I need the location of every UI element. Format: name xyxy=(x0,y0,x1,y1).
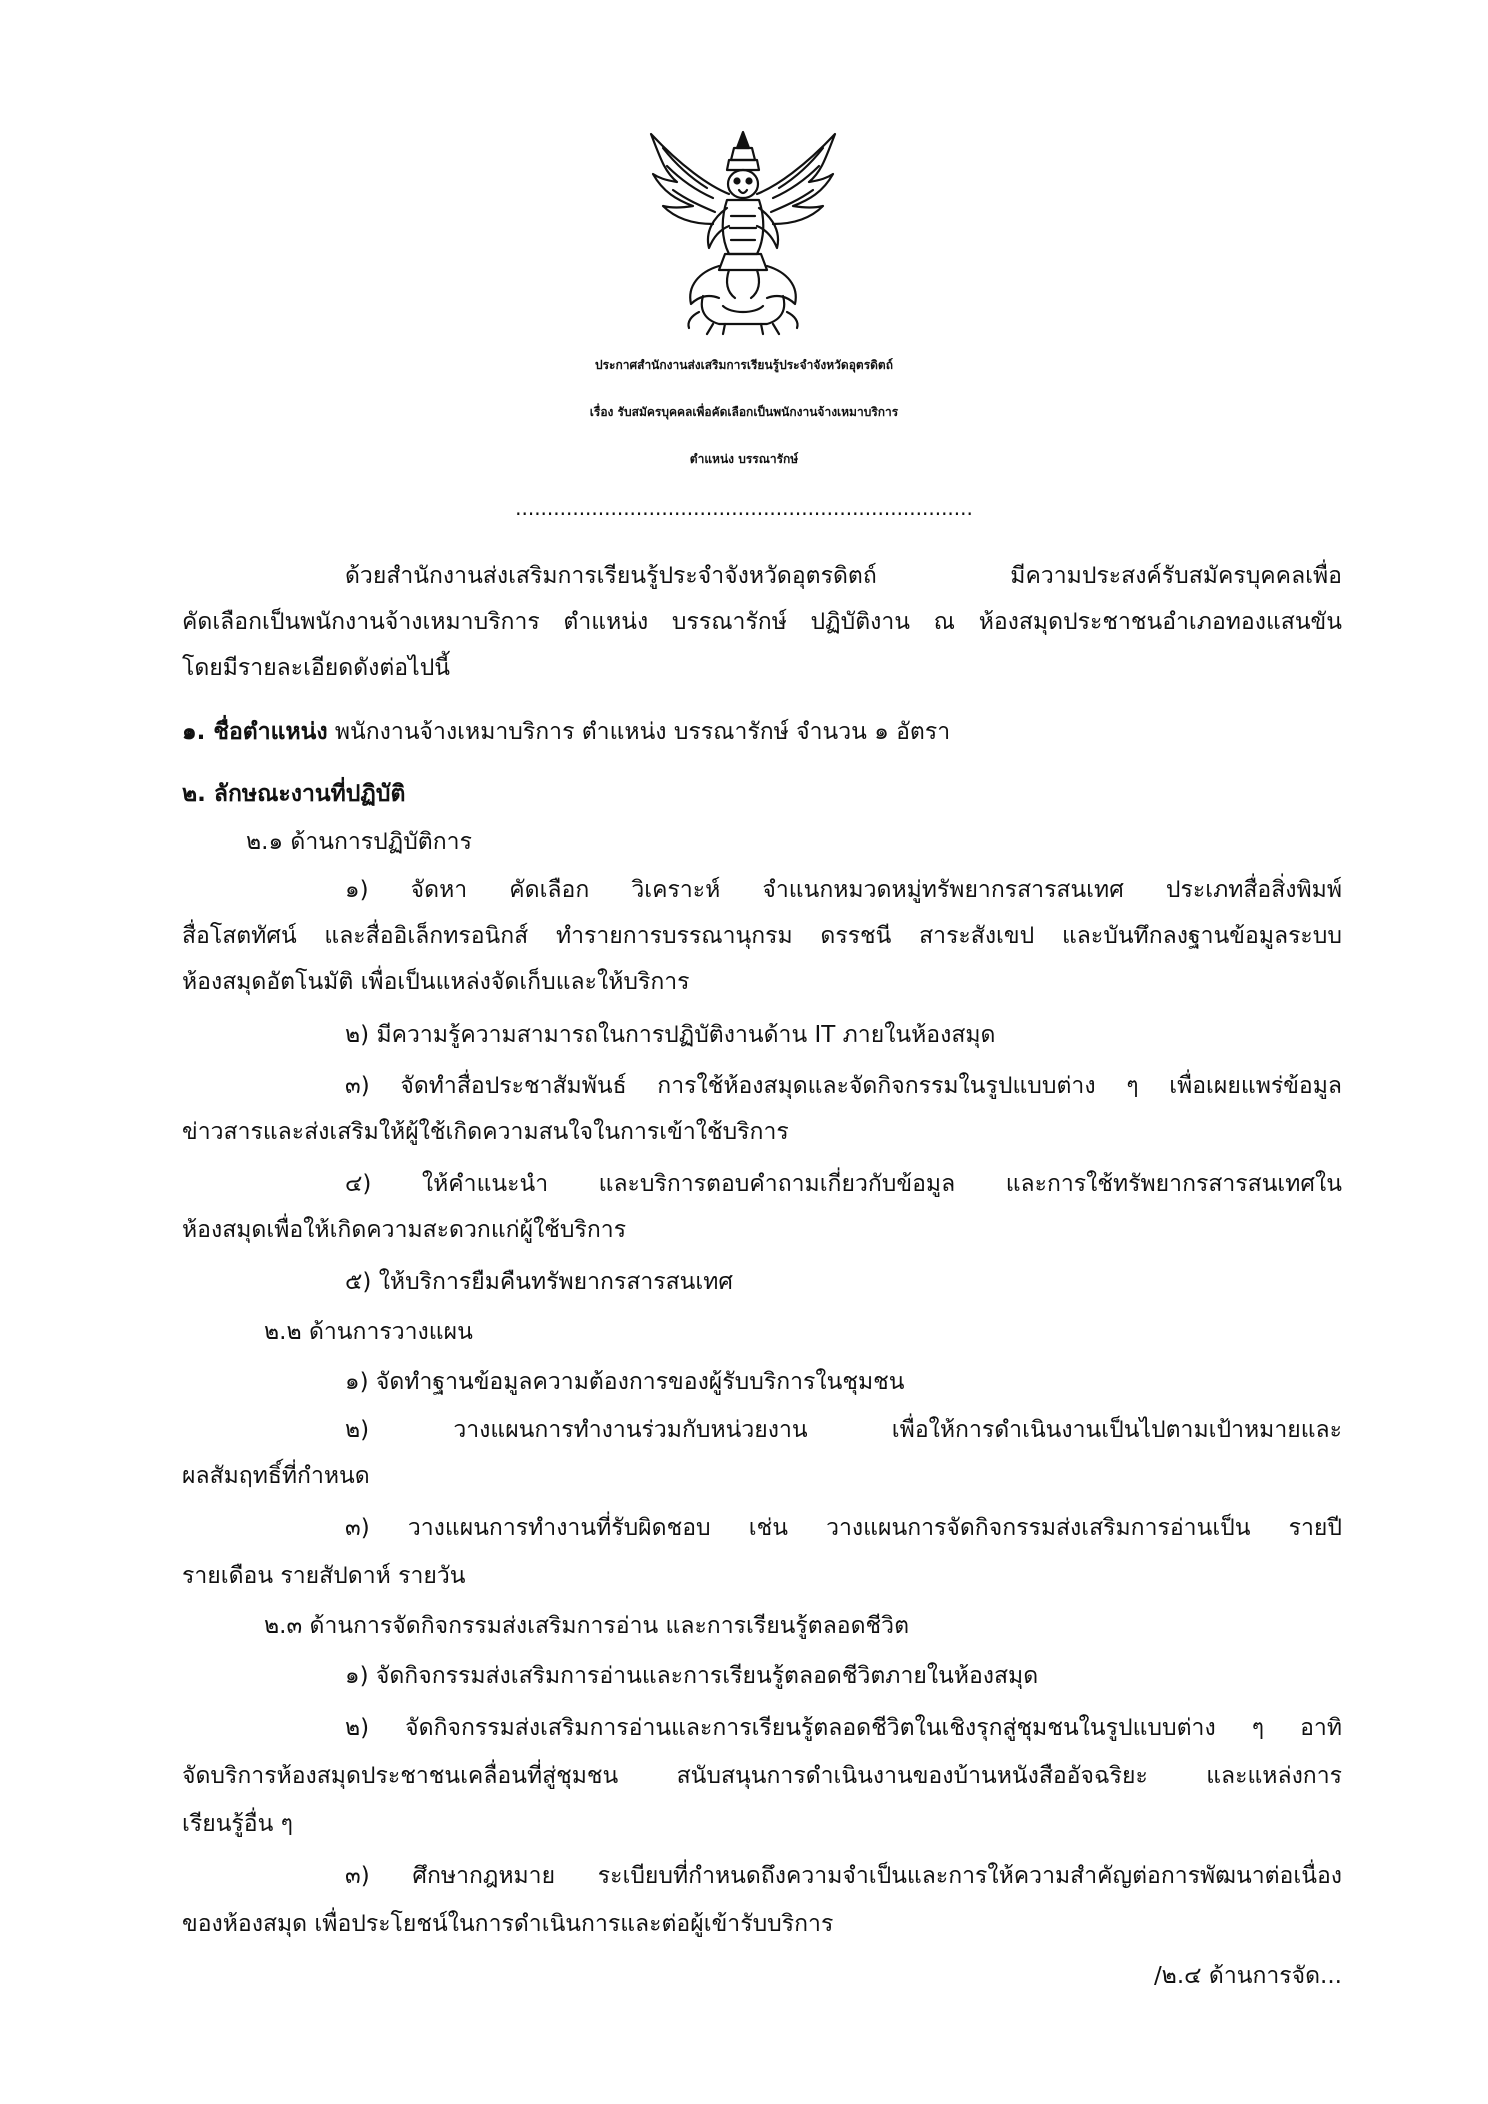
s23-item-1: ๑) จัดกิจกรรมส่งเสริมการอ่านและการเรียนรู้ตลอดชีวิตภายในห้องสมุด xyxy=(345,1663,1039,1689)
section-1-text: พนักงานจ้างเหมาบริการ ตำแหน่ง บรรณารักษ์ จำนวน ๑ อัตรา xyxy=(327,719,951,745)
intro-line-2: คัดเลือกเป็นพนักงานจ้างเหมาบริการ ตำแหน่ง บรรณารักษ์ ปฏิบัติงาน ณ ห้องสมุดประชาชนอำเภอทองแสนขัน xyxy=(182,609,1342,635)
garuda-emblem-icon xyxy=(643,126,843,336)
header-divider: ........................................................................ xyxy=(515,496,973,520)
section-1 xyxy=(182,712,950,752)
section-2-heading: ๒. ลักษณะงานที่ปฏิบัติ xyxy=(182,781,406,807)
s22-item-3-line-2: รายเดือน รายสัปดาห์ รายวัน xyxy=(182,1563,466,1589)
intro-line-1: ด้วยสำนักงานส่งเสริมการเรียนรู้ประจำจังหวัดอุตรดิตถ์ มีความประสงค์รับสมัครบุคคลเพื่อ xyxy=(345,563,1342,589)
s23-item-2-line-2: จัดบริการห้องสมุดประชาชนเคลื่อนที่สู่ชุมชน สนับสนุนการดำเนินงานของบ้านหนังสืออัจฉริยะ และแหล่งการ xyxy=(182,1763,1342,1789)
announcement-title: ประกาศสำนักงานส่งเสริมการเรียนรู้ประจำจังหวัดอุตรดิตถ์ xyxy=(594,358,893,372)
section-2-1-heading: ๒.๑ ด้านการปฏิบัติการ xyxy=(246,829,472,855)
announcement-subject: เรื่อง รับสมัครบุคคลเพื่อคัดเลือกเป็นพนักงานจ้างเหมาบริการ xyxy=(589,405,899,419)
s21-item-4-line-2: ห้องสมุดเพื่อให้เกิดความสะดวกแก่ผู้ใช้บริการ xyxy=(182,1217,627,1243)
s21-item-4-line-1: ๔) ให้คำแนะนำ และบริการตอบคำถามเกี่ยวกับข้อมูล และการใช้ทรัพยากรสารสนเทศใน xyxy=(345,1171,1342,1197)
s22-item-1: ๑) จัดทำฐานข้อมูลความต้องการของผู้รับบริการในชุมชน xyxy=(345,1369,905,1395)
announcement-position: ตำแหน่ง บรรณารักษ์ xyxy=(689,452,799,466)
section-1-heading: ๑. ชื่อตำแหน่ง xyxy=(182,719,328,745)
section-2-3-heading: ๒.๓ ด้านการจัดกิจกรรมส่งเสริมการอ่าน และการเรียนรู้ตลอดชีวิต xyxy=(264,1613,909,1639)
s21-item-3-line-1: ๓) จัดทำสื่อประชาสัมพันธ์ การใช้ห้องสมุดและจัดกิจกรรมในรูปแบบต่าง ๆ เพื่อเผยแพร่ข้อมูล xyxy=(345,1073,1342,1099)
s21-item-1-line-3: ห้องสมุดอัตโนมัติ เพื่อเป็นแหล่งจัดเก็บและให้บริการ xyxy=(182,969,690,995)
s21-item-1-line-1: ๑) จัดหา คัดเลือก วิเคราะห์ จำแนกหมวดหมู่ทรัพยากรสารสนเทศ ประเภทสื่อสิ่งพิมพ์ xyxy=(345,877,1342,903)
s22-item-2-line-2: ผลสัมฤทธิ์ที่กำหนด xyxy=(182,1463,370,1489)
continuation-note: /๒.๔ ด้านการจัด... xyxy=(1153,1963,1342,1989)
s23-item-3-line-2: ของห้องสมุด เพื่อประโยชน์ในการดำเนินการและต่อผู้เข้ารับบริการ xyxy=(182,1911,834,1937)
s21-item-3-line-2: ข่าวสารและส่งเสริมให้ผู้ใช้เกิดความสนใจในการเข้าใช้บริการ xyxy=(182,1119,789,1145)
s21-item-2: ๒) มีความรู้ความสามารถในการปฏิบัติงานด้าน IT ภายในห้องสมุด xyxy=(345,1022,996,1048)
s23-item-3-line-1: ๓) ศึกษากฎหมาย ระเบียบที่กำหนดถึงความจำเป็นและการให้ความสำคัญต่อการพัฒนาต่อเนื่อง xyxy=(345,1863,1342,1889)
section-2-2-heading: ๒.๒ ด้านการวางแผน xyxy=(264,1319,473,1345)
s23-item-2-line-3: เรียนรู้อื่น ๆ xyxy=(182,1811,293,1837)
intro-line-3: โดยมีรายละเอียดดังต่อไปนี้ xyxy=(182,655,451,681)
s22-item-2-line-1: ๒) วางแผนการทำงานร่วมกับหน่วยงาน เพื่อให้การดำเนินงานเป็นไปตามเป้าหมายและ xyxy=(345,1417,1342,1443)
s21-item-5: ๕) ให้บริการยืมคืนทรัพยากรสารสนเทศ xyxy=(345,1269,734,1295)
s21-item-1-line-2: สื่อโสตทัศน์ และสื่ออิเล็กทรอนิกส์ ทำรายการบรรณานุกรม ดรรชนี สาระสังเขป และบันทึกลงฐานข้อมูลระบบ xyxy=(182,923,1342,949)
s22-item-3-line-1: ๓) วางแผนการทำงานที่รับผิดชอบ เช่น วางแผนการจัดกิจกรรมส่งเสริมการอ่านเป็น รายปี xyxy=(345,1515,1342,1541)
s23-item-2-line-1: ๒) จัดกิจกรรมส่งเสริมการอ่านและการเรียนรู้ตลอดชีวิตในเชิงรุกสู่ชุมชนในรูปแบบต่าง ๆ อาทิ xyxy=(345,1715,1342,1741)
